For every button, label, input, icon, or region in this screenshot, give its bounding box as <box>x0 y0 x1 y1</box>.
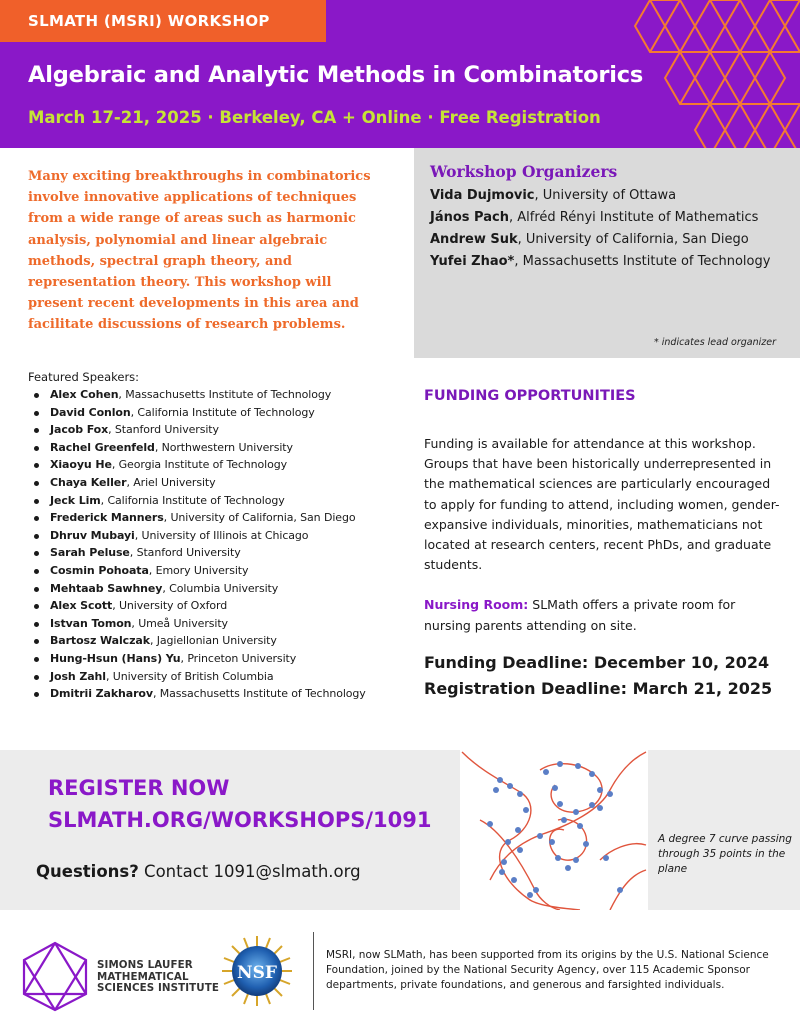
register-band <box>0 750 800 910</box>
speaker-name: Istvan Tomon <box>50 616 132 630</box>
organizer-item <box>430 229 784 251</box>
speaker-item <box>28 580 408 598</box>
footer-divider <box>313 932 314 1010</box>
speaker-name: Jacob Fox <box>50 423 109 437</box>
speaker-item <box>28 527 408 545</box>
speaker-name: Chaya Keller <box>50 475 127 489</box>
speaker-name: Frederick Manners <box>50 511 164 525</box>
organizer-affiliation: , University of Ottawa <box>534 188 677 203</box>
speaker-item <box>28 544 408 562</box>
speaker-name: David Conlon <box>50 405 131 419</box>
logo-text-line: SIMONS LAUFER <box>97 959 193 971</box>
nsf-logo-icon <box>222 936 292 1006</box>
logo-text-line: MATHEMATICAL <box>97 970 189 983</box>
speaker-name: Bartosz Walczak <box>50 634 150 648</box>
speaker-affiliation: , Stanford University <box>129 546 241 560</box>
speaker-item <box>28 474 408 492</box>
speaker-affiliation: , California Institute of Technology <box>130 405 315 419</box>
organizer-affiliation: , Alfréd Rényi Institute of Mathematics <box>508 210 759 225</box>
registration-deadline: Registration Deadline: March 21, 2025 <box>424 678 773 698</box>
questions-label: Questions? <box>36 862 139 881</box>
speaker-name: Cosmin Pohoata <box>50 563 149 577</box>
speaker-affiliation: , University of Oxford <box>112 599 228 613</box>
hexagon-pattern-icon <box>630 0 800 148</box>
lead-organizer-note: * indicates lead organizer <box>653 337 776 348</box>
speaker-name: Alex Cohen <box>50 388 119 401</box>
speaker-affiliation: , University of California, San Diego <box>163 511 356 525</box>
register-now-link[interactable]: REGISTER NOW <box>48 776 230 800</box>
nursing-room-note <box>424 595 780 635</box>
organizer-name: János Pach <box>430 210 509 225</box>
speakers-section <box>28 370 408 703</box>
speaker-affiliation: , Princeton University <box>180 651 297 665</box>
header-banner <box>0 0 800 148</box>
speaker-affiliation: , Emory University <box>148 563 249 577</box>
workshop-date-location: March 17-21, 2025 · Berkeley, CA + Online · Free Registration <box>28 108 601 127</box>
speaker-affiliation: , Umeå University <box>131 616 228 630</box>
speaker-affiliation: , Columbia University <box>162 581 279 595</box>
speaker-affiliation: , Massachusetts Institute of Technology <box>152 687 366 701</box>
speaker-name: Jeck Lim <box>50 493 101 507</box>
speaker-item <box>28 456 408 474</box>
speaker-affiliation: , Jagiellonian University <box>149 634 277 648</box>
speaker-item <box>28 492 408 510</box>
workshop-badge: SLMATH (MSRI) WORKSHOP <box>0 0 326 42</box>
speaker-name: Dhruv Mubayi <box>50 528 135 542</box>
speaker-affiliation: , Northwestern University <box>154 440 293 454</box>
organizer-affiliation: , University of California, San Diego <box>517 232 749 247</box>
speaker-item <box>28 404 408 422</box>
nsf-logo-label: NSF <box>237 963 277 983</box>
speaker-affiliation: , Massachusetts Institute of Technology <box>118 388 332 401</box>
speaker-item <box>28 615 408 633</box>
questions-contact <box>36 862 361 881</box>
organizer-name: Andrew Suk <box>430 232 518 247</box>
speaker-item <box>28 685 408 703</box>
speaker-name: Alex Scott <box>50 599 113 613</box>
register-url-link[interactable]: SLMATH.ORG/WORKSHOPS/1091 <box>48 808 432 832</box>
speaker-item <box>28 439 408 457</box>
funding-deadline: Funding Deadline: December 10, 2024 <box>424 652 770 672</box>
speaker-name: Rachel Greenfeld <box>50 440 155 454</box>
speaker-name: Josh Zahl <box>50 669 106 683</box>
speaker-affiliation: , University of British Columbia <box>105 669 274 683</box>
organizer-name: Vida Dujmovic <box>430 188 535 203</box>
organizer-affiliation: , Massachusetts Institute of Technology <box>514 254 771 269</box>
speaker-name: Mehtaab Sawhney <box>50 581 163 595</box>
speaker-item <box>28 562 408 580</box>
speaker-item <box>28 386 408 404</box>
organizer-name: Yufei Zhao* <box>430 254 515 269</box>
slmath-logo-icon <box>20 940 90 1012</box>
speaker-item <box>28 509 408 527</box>
speaker-affiliation: , Georgia Institute of Technology <box>111 458 288 472</box>
intro-paragraph: Many exciting breakthroughs in combinatorics involve innovative applications of techniques from a wide range of areas such as harmonic analysis, polynomial and linear algebraic methods, spectral graph theory, and representation theory. This workshop will present recent developments in this area and facilitate discussions of research problems. <box>28 169 371 333</box>
organizers-panel <box>414 148 800 358</box>
speaker-item <box>28 632 408 650</box>
slmath-logo-text <box>97 960 219 995</box>
speaker-name: Xiaoyu He <box>50 458 112 472</box>
speaker-item <box>28 668 408 686</box>
speaker-affiliation: , Stanford University <box>108 423 219 437</box>
funding-section <box>424 388 780 702</box>
nursing-room-text: SLMath offers a private room for nursing parents attending on site. <box>424 597 736 633</box>
contact-email-link[interactable]: Contact 1091@slmath.org <box>138 862 361 881</box>
organizer-item <box>430 207 784 229</box>
speaker-item <box>28 421 408 439</box>
workshop-title: Algebraic and Analytic Methods in Combinatorics <box>28 62 644 88</box>
organizer-item <box>430 185 784 207</box>
speaker-list <box>28 386 408 703</box>
nursing-room-label: Nursing Room: <box>424 597 529 613</box>
organizers-heading: Workshop Organizers <box>430 162 618 181</box>
speaker-affiliation: , University of Illinois at Chicago <box>134 528 309 542</box>
funding-text: Funding is available for attendance at this workshop. Groups that have been historically underrepresented in the mathematical sciences are particularly encouraged to apply for funding to attend, including women, gender-expansive individuals, minorities, mathematicians not located at research centers, recent PhDs, and graduate students. <box>424 436 780 573</box>
speaker-item <box>28 597 408 615</box>
speaker-name: Sarah Peluse <box>50 546 130 560</box>
footer <box>0 910 800 1036</box>
funding-title: FUNDING OPPORTUNITIES <box>424 388 636 404</box>
speaker-name: Dmitrii Zakharov <box>50 687 153 701</box>
speaker-item <box>28 650 408 668</box>
footer-support-text: MSRI, now SLMath, has been supported from its origins by the U.S. National Science Foundation, joined by the National Security Agency, over 115 Academic Sponsor departments, private foundations, and generous and farsighted individuals. <box>326 949 769 992</box>
logo-text-line: SCIENCES INSTITUTE <box>97 982 220 994</box>
organizer-item <box>430 251 784 273</box>
speaker-affiliation: , Ariel University <box>126 475 216 489</box>
curve-caption: A degree 7 curve passing through 35 points in the plane <box>658 833 792 875</box>
speakers-title: Featured Speakers: <box>28 370 140 384</box>
speaker-affiliation: , California Institute of Technology <box>100 493 285 507</box>
degree-7-curve-illustration <box>460 750 648 910</box>
speaker-name: Hung-Hsun (Hans) Yu <box>50 651 181 665</box>
